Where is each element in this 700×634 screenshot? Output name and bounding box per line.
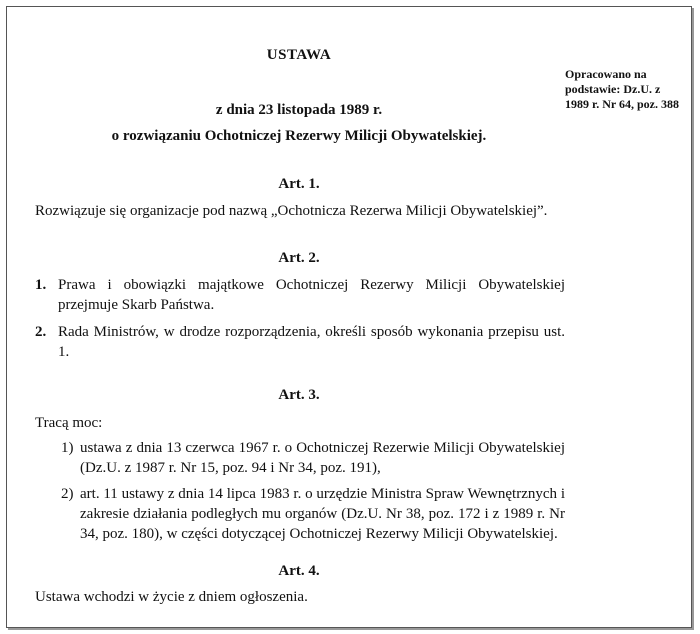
art1-heading: Art. 1.: [278, 176, 320, 192]
art3-item-2-number: 2): [61, 486, 74, 502]
art3-item-1: [61, 438, 565, 478]
art3-heading: Art. 3.: [278, 387, 320, 403]
art3-item-2-text: art. 11 ustawy z dnia 14 lipca 1983 r. o urzędzie Ministra Spraw Wewnętrznych i zakresie działania podległych mu organów (Dz.U. Nr 38, poz. 172 i z 1989 r. Nr 34, poz. 180), w części dotyczącej Ochotniczej Rezerwy Milicji Obywatelskiej.: [80, 486, 565, 542]
art3-intro: Tracą moc:: [35, 415, 103, 431]
document-page: [6, 6, 692, 628]
document-title: USTAWA: [266, 47, 332, 63]
art3-item-1-number: 1): [61, 440, 74, 456]
art1-text: [35, 201, 565, 221]
art3-item-1-text: ustawa z dnia 13 czerwca 1967 r. o Ochotniczej Rezerwie Milicji Obywatelskiej (Dz.U. z 1987 r. Nr 15, poz. 94 i Nr 34, poz. 191),: [80, 440, 565, 476]
art2-heading: Art. 2.: [278, 250, 320, 266]
art2-item-1-number: 1.: [35, 277, 47, 293]
art1-text-name: „Ochotnicza Rezerwa Milicji Obywatelskiej”.: [270, 203, 548, 219]
art1-text-prefix: Rozwiązuje się organizacje pod nazwą: [35, 203, 271, 219]
art2-item-2-text: Rada Ministrów, w drodze rozporządzenia, określi sposób wykonania przepisu ust. 1.: [58, 324, 565, 360]
art4-text: Ustawa wchodzi w życie z dniem ogłoszenia.: [35, 589, 308, 605]
art2-item-2-number: 2.: [35, 324, 47, 340]
art3-item-2: [61, 484, 565, 544]
art2-item-2: [35, 322, 565, 362]
document-date: z dnia 23 listopada 1989 r.: [215, 102, 383, 118]
document-subject: o rozwiązaniu Ochotniczej Rezerwy Milicji Obywatelskiej.: [111, 128, 487, 144]
art2-item-1-text: Prawa i obowiązki majątkowe Ochotniczej Rezerwy Milicji Obywatelskiej przejmuje Skarb Państwa.: [58, 277, 565, 313]
art4-heading: Art. 4.: [278, 563, 320, 579]
art2-item-1: [35, 275, 565, 315]
source-note: Opracowano na podstawie: Dz.U. z 1989 r. Nr 64, poz. 388: [565, 67, 679, 111]
